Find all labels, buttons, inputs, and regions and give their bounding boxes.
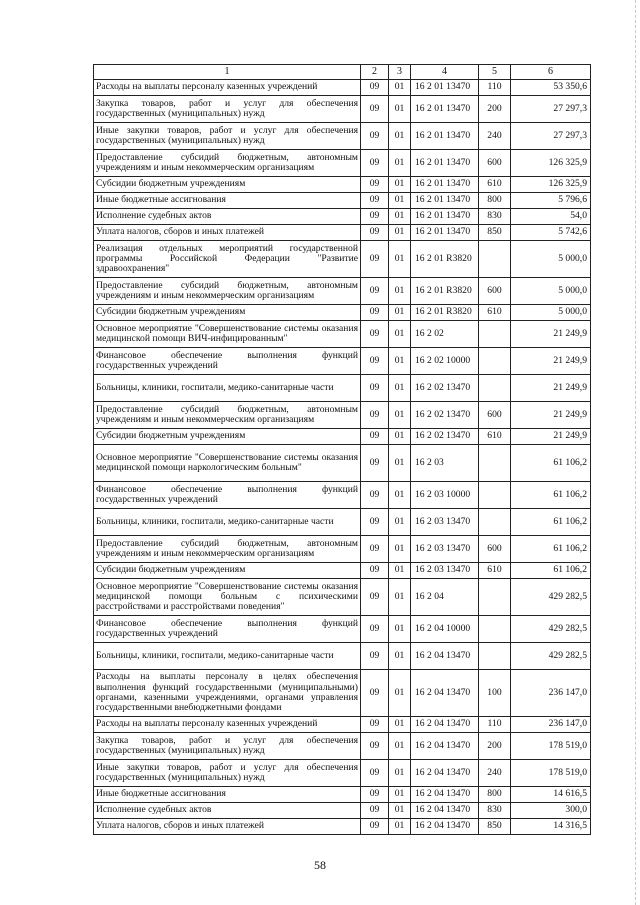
row-gr-cell: 09 (361, 536, 389, 563)
row-name-cell: Иные закупки товаров, работ и услуг для обеспечения государственных (муниципальных) нужд (94, 123, 361, 150)
row-gr-cell: 09 (361, 717, 389, 733)
row-gr-cell: 09 (361, 670, 389, 717)
row-sum-cell: 54,0 (511, 209, 591, 225)
row-pr-cell: 01 (389, 193, 411, 209)
row-vr-cell: 610 (479, 429, 511, 445)
row-vr-cell (479, 241, 511, 278)
row-pr-cell: 01 (389, 670, 411, 717)
row-gr-cell: 09 (361, 150, 389, 177)
table-row (94, 96, 591, 123)
row-vr-cell: 600 (479, 536, 511, 563)
row-vr-cell: 240 (479, 760, 511, 787)
row-csr-cell: 16 2 04 13470 (411, 717, 479, 733)
row-csr-cell: 16 2 02 13470 (411, 375, 479, 402)
row-name-cell: Расходы на выплаты персоналу казенных учреждений (94, 717, 361, 733)
row-sum-cell: 21 249,9 (511, 375, 591, 402)
row-name-cell: Расходы на выплаты персоналу казенных учреждений (94, 80, 361, 96)
row-vr-cell: 240 (479, 123, 511, 150)
row-pr-cell: 01 (389, 429, 411, 445)
row-csr-cell: 16 2 03 13470 (411, 536, 479, 563)
row-pr-cell: 01 (389, 348, 411, 375)
row-gr-cell: 09 (361, 563, 389, 579)
row-gr-cell: 09 (361, 733, 389, 760)
column-header-gr: 2 (361, 65, 389, 80)
row-sum-cell: 53 350,6 (511, 80, 591, 96)
row-pr-cell: 01 (389, 375, 411, 402)
row-pr-cell: 01 (389, 803, 411, 819)
row-vr-cell: 600 (479, 150, 511, 177)
row-pr-cell: 01 (389, 616, 411, 643)
row-pr-cell: 01 (389, 787, 411, 803)
row-vr-cell (479, 509, 511, 536)
row-name-cell: Уплата налогов, сборов и иных платежей (94, 819, 361, 835)
row-gr-cell: 09 (361, 348, 389, 375)
row-gr-cell: 09 (361, 787, 389, 803)
column-header-csr: 4 (411, 65, 479, 80)
row-csr-cell: 16 2 03 (411, 445, 479, 482)
row-name-cell: Расходы на выплаты персоналу в целях обеспечения выполнения функций государственными (муниципальными) органами, казенными учреждениями, органами управления государственными внебюджетными фондами (94, 670, 361, 717)
table-row (94, 819, 591, 835)
column-header-name: 1 (94, 65, 361, 80)
row-name-cell: Иные бюджетные ассигнования (94, 787, 361, 803)
row-csr-cell: 16 2 04 13470 (411, 819, 479, 835)
table-row (94, 177, 591, 193)
row-vr-cell: 110 (479, 80, 511, 96)
row-sum-cell: 27 297,3 (511, 96, 591, 123)
row-gr-cell: 09 (361, 579, 389, 616)
row-sum-cell: 236 147,0 (511, 717, 591, 733)
row-pr-cell: 01 (389, 278, 411, 305)
row-csr-cell: 16 2 04 13470 (411, 670, 479, 717)
row-sum-cell: 61 106,2 (511, 536, 591, 563)
column-header-pr: 3 (389, 65, 411, 80)
table-row (94, 536, 591, 563)
table-row (94, 429, 591, 445)
row-sum-cell: 5 000,0 (511, 278, 591, 305)
row-name-cell: Основное мероприятие "Совершенствование системы оказания медицинской помощи больным с психическими расстройствами и расстройствами поведения" (94, 579, 361, 616)
table-row (94, 803, 591, 819)
row-gr-cell: 09 (361, 123, 389, 150)
row-sum-cell: 126 325,9 (511, 177, 591, 193)
row-name-cell: Закупка товаров, работ и услуг для обеспечения государственных (муниципальных) нужд (94, 733, 361, 760)
row-gr-cell: 09 (361, 760, 389, 787)
row-sum-cell: 429 282,5 (511, 616, 591, 643)
row-name-cell: Реализация отдельных мероприятий государственной программы Российской Федерации "Развитие здравоохранения" (94, 241, 361, 278)
row-gr-cell: 09 (361, 445, 389, 482)
row-name-cell: Предоставление субсидий бюджетным, автономным учреждениям и иным некоммерческим организациям (94, 402, 361, 429)
row-pr-cell: 01 (389, 177, 411, 193)
row-sum-cell: 14 616,5 (511, 787, 591, 803)
table-row (94, 209, 591, 225)
budget-table (93, 64, 591, 835)
row-gr-cell: 09 (361, 819, 389, 835)
row-name-cell: Уплата налогов, сборов и иных платежей (94, 225, 361, 241)
row-gr-cell: 09 (361, 305, 389, 321)
row-name-cell: Субсидии бюджетным учреждениям (94, 177, 361, 193)
row-pr-cell: 01 (389, 579, 411, 616)
row-gr-cell: 09 (361, 509, 389, 536)
row-vr-cell: 610 (479, 177, 511, 193)
row-name-cell: Больницы, клиники, госпитали, медико-санитарные части (94, 509, 361, 536)
row-gr-cell: 09 (361, 209, 389, 225)
row-gr-cell: 09 (361, 193, 389, 209)
row-name-cell: Субсидии бюджетным учреждениям (94, 429, 361, 445)
row-name-cell: Предоставление субсидий бюджетным, автономным учреждениям и иным некоммерческим организациям (94, 536, 361, 563)
table-row (94, 123, 591, 150)
row-sum-cell: 429 282,5 (511, 643, 591, 670)
row-vr-cell: 600 (479, 278, 511, 305)
row-sum-cell: 5 796,6 (511, 193, 591, 209)
table-row (94, 563, 591, 579)
row-sum-cell: 61 106,2 (511, 563, 591, 579)
table-row (94, 733, 591, 760)
row-sum-cell: 14 316,5 (511, 819, 591, 835)
row-sum-cell: 429 282,5 (511, 579, 591, 616)
row-csr-cell: 16 2 04 13470 (411, 733, 479, 760)
row-csr-cell: 16 2 02 13470 (411, 402, 479, 429)
row-name-cell: Финансовое обеспечение выполнения функций государственных учреждений (94, 482, 361, 509)
row-vr-cell: 600 (479, 402, 511, 429)
row-name-cell: Закупка товаров, работ и услуг для обеспечения государственных (муниципальных) нужд (94, 96, 361, 123)
table-row (94, 643, 591, 670)
table-row (94, 375, 591, 402)
row-gr-cell: 09 (361, 80, 389, 96)
row-csr-cell: 16 2 03 10000 (411, 482, 479, 509)
budget-table-container (93, 64, 590, 835)
row-vr-cell (479, 616, 511, 643)
row-pr-cell: 01 (389, 209, 411, 225)
row-pr-cell: 01 (389, 241, 411, 278)
table-row (94, 509, 591, 536)
row-csr-cell: 16 2 01 13470 (411, 209, 479, 225)
row-vr-cell: 200 (479, 733, 511, 760)
row-gr-cell: 09 (361, 177, 389, 193)
row-csr-cell: 16 2 04 10000 (411, 616, 479, 643)
row-csr-cell: 16 2 01 13470 (411, 193, 479, 209)
table-row (94, 760, 591, 787)
row-gr-cell: 09 (361, 278, 389, 305)
table-row (94, 80, 591, 96)
row-csr-cell: 16 2 01 13470 (411, 177, 479, 193)
row-gr-cell: 09 (361, 241, 389, 278)
row-sum-cell: 5 000,0 (511, 241, 591, 278)
row-csr-cell: 16 2 03 13470 (411, 509, 479, 536)
row-pr-cell: 01 (389, 733, 411, 760)
row-name-cell: Иные закупки товаров, работ и услуг для обеспечения государственных (муниципальных) нужд (94, 760, 361, 787)
table-row (94, 348, 591, 375)
row-gr-cell: 09 (361, 643, 389, 670)
table-row (94, 321, 591, 348)
row-sum-cell: 300,0 (511, 803, 591, 819)
row-pr-cell: 01 (389, 509, 411, 536)
row-sum-cell: 178 519,0 (511, 760, 591, 787)
row-vr-cell (479, 482, 511, 509)
row-vr-cell (479, 445, 511, 482)
row-csr-cell: 16 2 02 13470 (411, 429, 479, 445)
row-pr-cell: 01 (389, 717, 411, 733)
column-header-vr: 5 (479, 65, 511, 80)
row-pr-cell: 01 (389, 321, 411, 348)
row-pr-cell: 01 (389, 563, 411, 579)
page-number: 58 (314, 858, 326, 872)
row-sum-cell: 21 249,9 (511, 321, 591, 348)
row-csr-cell: 16 2 01 13470 (411, 80, 479, 96)
row-csr-cell: 16 2 01 13470 (411, 225, 479, 241)
table-row (94, 193, 591, 209)
row-pr-cell: 01 (389, 482, 411, 509)
row-csr-cell: 16 2 02 10000 (411, 348, 479, 375)
budget-table-body (94, 65, 591, 835)
row-vr-cell: 610 (479, 563, 511, 579)
table-row (94, 445, 591, 482)
row-name-cell: Предоставление субсидий бюджетным, автономным учреждениям и иным некоммерческим организациям (94, 278, 361, 305)
row-pr-cell: 01 (389, 123, 411, 150)
row-vr-cell (479, 375, 511, 402)
table-row (94, 787, 591, 803)
row-name-cell: Предоставление субсидий бюджетным, автономным учреждениям и иным некоммерческим организациям (94, 150, 361, 177)
row-pr-cell: 01 (389, 819, 411, 835)
row-sum-cell: 27 297,3 (511, 123, 591, 150)
row-sum-cell: 5 742,6 (511, 225, 591, 241)
table-row (94, 616, 591, 643)
table-row (94, 278, 591, 305)
row-sum-cell: 236 147,0 (511, 670, 591, 717)
row-vr-cell (479, 348, 511, 375)
row-sum-cell: 126 325,9 (511, 150, 591, 177)
row-gr-cell: 09 (361, 402, 389, 429)
row-csr-cell: 16 2 04 13470 (411, 643, 479, 670)
row-gr-cell: 09 (361, 225, 389, 241)
row-name-cell: Финансовое обеспечение выполнения функций государственных учреждений (94, 616, 361, 643)
row-name-cell: Финансовое обеспечение выполнения функций государственных учреждений (94, 348, 361, 375)
table-row (94, 717, 591, 733)
table-row (94, 225, 591, 241)
row-csr-cell: 16 2 01 R3820 (411, 305, 479, 321)
row-vr-cell: 800 (479, 193, 511, 209)
row-pr-cell: 01 (389, 536, 411, 563)
table-row (94, 241, 591, 278)
row-pr-cell: 01 (389, 760, 411, 787)
row-vr-cell (479, 321, 511, 348)
row-pr-cell: 01 (389, 445, 411, 482)
row-csr-cell: 16 2 01 R3820 (411, 278, 479, 305)
row-csr-cell: 16 2 04 13470 (411, 760, 479, 787)
row-sum-cell: 21 249,9 (511, 402, 591, 429)
table-row (94, 305, 591, 321)
row-pr-cell: 01 (389, 643, 411, 670)
row-vr-cell: 100 (479, 670, 511, 717)
table-row (94, 670, 591, 717)
row-name-cell: Иные бюджетные ассигнования (94, 193, 361, 209)
row-vr-cell: 850 (479, 225, 511, 241)
row-vr-cell (479, 579, 511, 616)
row-vr-cell: 200 (479, 96, 511, 123)
table-header-row (94, 65, 591, 80)
row-gr-cell: 09 (361, 429, 389, 445)
row-sum-cell: 5 000,0 (511, 305, 591, 321)
row-gr-cell: 09 (361, 482, 389, 509)
table-row (94, 482, 591, 509)
row-pr-cell: 01 (389, 305, 411, 321)
row-csr-cell: 16 2 04 13470 (411, 803, 479, 819)
row-pr-cell: 01 (389, 80, 411, 96)
row-gr-cell: 09 (361, 96, 389, 123)
row-pr-cell: 01 (389, 150, 411, 177)
row-csr-cell: 16 2 04 (411, 579, 479, 616)
row-vr-cell: 850 (479, 819, 511, 835)
row-sum-cell: 61 106,2 (511, 445, 591, 482)
row-sum-cell: 61 106,2 (511, 509, 591, 536)
row-pr-cell: 01 (389, 402, 411, 429)
column-header-sum: 6 (511, 65, 591, 80)
row-name-cell: Исполнение судебных актов (94, 209, 361, 225)
row-vr-cell: 610 (479, 305, 511, 321)
row-csr-cell: 16 2 01 R3820 (411, 241, 479, 278)
row-csr-cell: 16 2 04 13470 (411, 787, 479, 803)
row-csr-cell: 16 2 01 13470 (411, 96, 479, 123)
row-name-cell: Исполнение судебных актов (94, 803, 361, 819)
row-name-cell: Субсидии бюджетным учреждениям (94, 305, 361, 321)
row-sum-cell: 178 519,0 (511, 733, 591, 760)
row-pr-cell: 01 (389, 96, 411, 123)
table-row (94, 579, 591, 616)
row-gr-cell: 09 (361, 375, 389, 402)
row-vr-cell: 830 (479, 803, 511, 819)
row-name-cell: Больницы, клиники, госпитали, медико-санитарные части (94, 643, 361, 670)
row-name-cell: Субсидии бюджетным учреждениям (94, 563, 361, 579)
row-vr-cell: 830 (479, 209, 511, 225)
row-sum-cell: 21 249,9 (511, 429, 591, 445)
row-gr-cell: 09 (361, 803, 389, 819)
row-vr-cell: 800 (479, 787, 511, 803)
row-vr-cell (479, 643, 511, 670)
row-sum-cell: 21 249,9 (511, 348, 591, 375)
row-sum-cell: 61 106,2 (511, 482, 591, 509)
row-csr-cell: 16 2 02 (411, 321, 479, 348)
table-row (94, 150, 591, 177)
scan-margin-rule (635, 0, 636, 905)
row-vr-cell: 110 (479, 717, 511, 733)
row-name-cell: Больницы, клиники, госпитали, медико-санитарные части (94, 375, 361, 402)
row-gr-cell: 09 (361, 616, 389, 643)
table-row (94, 402, 591, 429)
row-name-cell: Основное мероприятие "Совершенствование системы оказания медицинской помощи ВИЧ-инфицированным" (94, 321, 361, 348)
row-pr-cell: 01 (389, 225, 411, 241)
row-csr-cell: 16 2 01 13470 (411, 123, 479, 150)
row-gr-cell: 09 (361, 321, 389, 348)
row-name-cell: Основное мероприятие "Совершенствование системы оказания медицинской помощи наркологическим больным" (94, 445, 361, 482)
row-csr-cell: 16 2 03 13470 (411, 563, 479, 579)
row-csr-cell: 16 2 01 13470 (411, 150, 479, 177)
